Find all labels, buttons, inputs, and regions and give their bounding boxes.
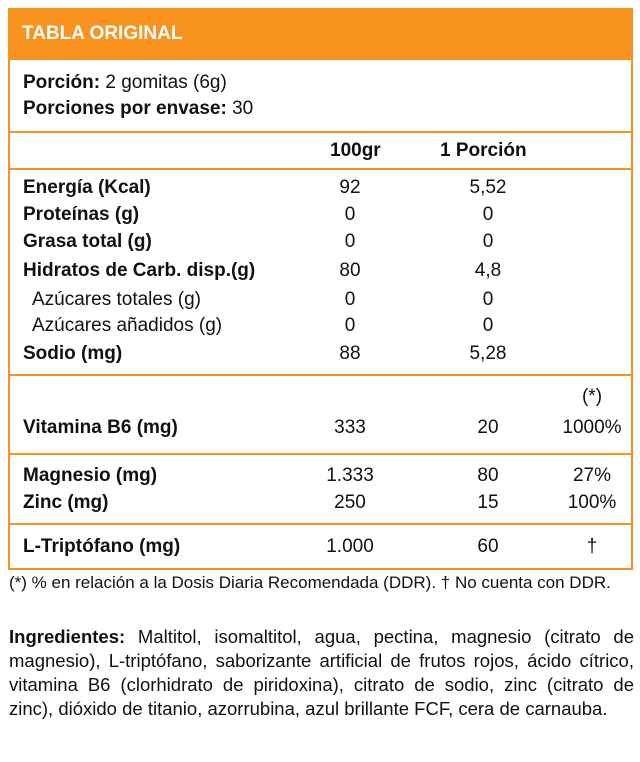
nutrient-row-added-sugars (10, 313, 631, 339)
nutrient-label: Sodio (mg) (23, 343, 123, 364)
per-container-label: Porciones por envase: (23, 98, 233, 119)
value-portion: 5,52 (469, 177, 507, 198)
value-100gr: 0 (344, 289, 356, 310)
ddr-marker: (*) (581, 386, 603, 407)
ingredients-block (9, 625, 634, 721)
nutrient-label: Magnesio (mg) (23, 465, 158, 486)
value-100gr: 1.000 (326, 536, 374, 557)
nutrient-row-vitamin-b6 (10, 415, 631, 441)
value-portion: 80 (477, 465, 499, 486)
value-100gr: 0 (344, 315, 356, 336)
divider (10, 168, 631, 170)
value-portion: 0 (482, 289, 494, 310)
value-portion: 5,28 (469, 343, 507, 364)
divider (10, 131, 631, 133)
value-100gr: 0 (344, 231, 356, 252)
value-100gr: 333 (334, 417, 366, 438)
nutrition-table (8, 8, 633, 570)
nutrient-label: Zinc (mg) (23, 492, 109, 513)
value-ddr: 100% (567, 492, 617, 513)
nutrient-row-total-sugars (10, 287, 631, 313)
nutrient-row-tryptophan (10, 534, 631, 560)
column-header-100gr: 100gr (330, 140, 381, 161)
ingredients-text: Maltitol, isomaltitol, agua, pectina, magnesio (citrato de magnesio), L-triptófano, saborizante artificial de frutos rojos, ácido cítrico, vitamina B6 (clorhidrato de piridoxina), citrato de sodio, zinc (citrato de zinc), dióxido de titanio, azorrubina, azul brillante FCF, cera de carnauba. (9, 626, 634, 719)
value-100gr: 1.333 (326, 465, 374, 486)
footnote: (*) % en relación a la Dosis Diaria Recomendada (DDR). † No cuenta con DDR. (9, 573, 611, 592)
value-100gr: 92 (339, 177, 361, 198)
value-portion: 0 (482, 315, 494, 336)
value-portion: 0 (482, 204, 494, 225)
column-header-portion: 1 Porción (440, 140, 527, 161)
ingredients-label: Ingredientes: (9, 626, 138, 647)
value-100gr: 80 (339, 260, 361, 281)
nutrient-row-protein (10, 202, 631, 228)
divider (10, 453, 631, 455)
nutrient-row-zinc (10, 490, 631, 516)
nutrient-label: L-Triptófano (mg) (23, 536, 181, 557)
value-portion: 0 (482, 231, 494, 252)
nutrient-label: Vitamina B6 (mg) (23, 417, 178, 438)
divider (10, 374, 631, 376)
nutrient-label: Proteínas (g) (23, 204, 140, 225)
nutrient-row-fat (10, 229, 631, 255)
value-portion: 20 (477, 417, 499, 438)
value-portion: 60 (477, 536, 499, 557)
nutrient-row-energy (10, 175, 631, 201)
nutrient-label: Grasa total (g) (23, 231, 152, 252)
portion-label: Porción: (23, 72, 106, 93)
divider (10, 523, 631, 525)
nutrient-row-carbs (10, 258, 631, 284)
value-portion: 4,8 (474, 260, 502, 281)
nutrient-row-sodium (10, 341, 631, 367)
value-100gr: 250 (334, 492, 366, 513)
value-ddr: † (586, 536, 598, 557)
value-100gr: 0 (344, 204, 356, 225)
per-container-line (23, 96, 253, 122)
portion-line (23, 70, 227, 96)
nutrient-label: Azúcares totales (g) (32, 289, 201, 310)
nutrient-label: Hidratos de Carb. disp.(g) (23, 260, 256, 281)
ddr-marker-row (10, 384, 631, 410)
value-ddr: 1000% (562, 417, 622, 438)
table-title: TABLA ORIGINAL (10, 10, 631, 60)
nutrient-label: Energía (Kcal) (23, 177, 151, 198)
nutrient-row-magnesium (10, 463, 631, 489)
value-100gr: 88 (339, 343, 361, 364)
value-portion: 15 (477, 492, 499, 513)
portion-value: 2 gomitas (6g) (105, 72, 227, 93)
value-ddr: 27% (572, 465, 612, 486)
nutrient-label: Azúcares añadidos (g) (32, 315, 223, 336)
per-container-value: 30 (232, 98, 254, 119)
